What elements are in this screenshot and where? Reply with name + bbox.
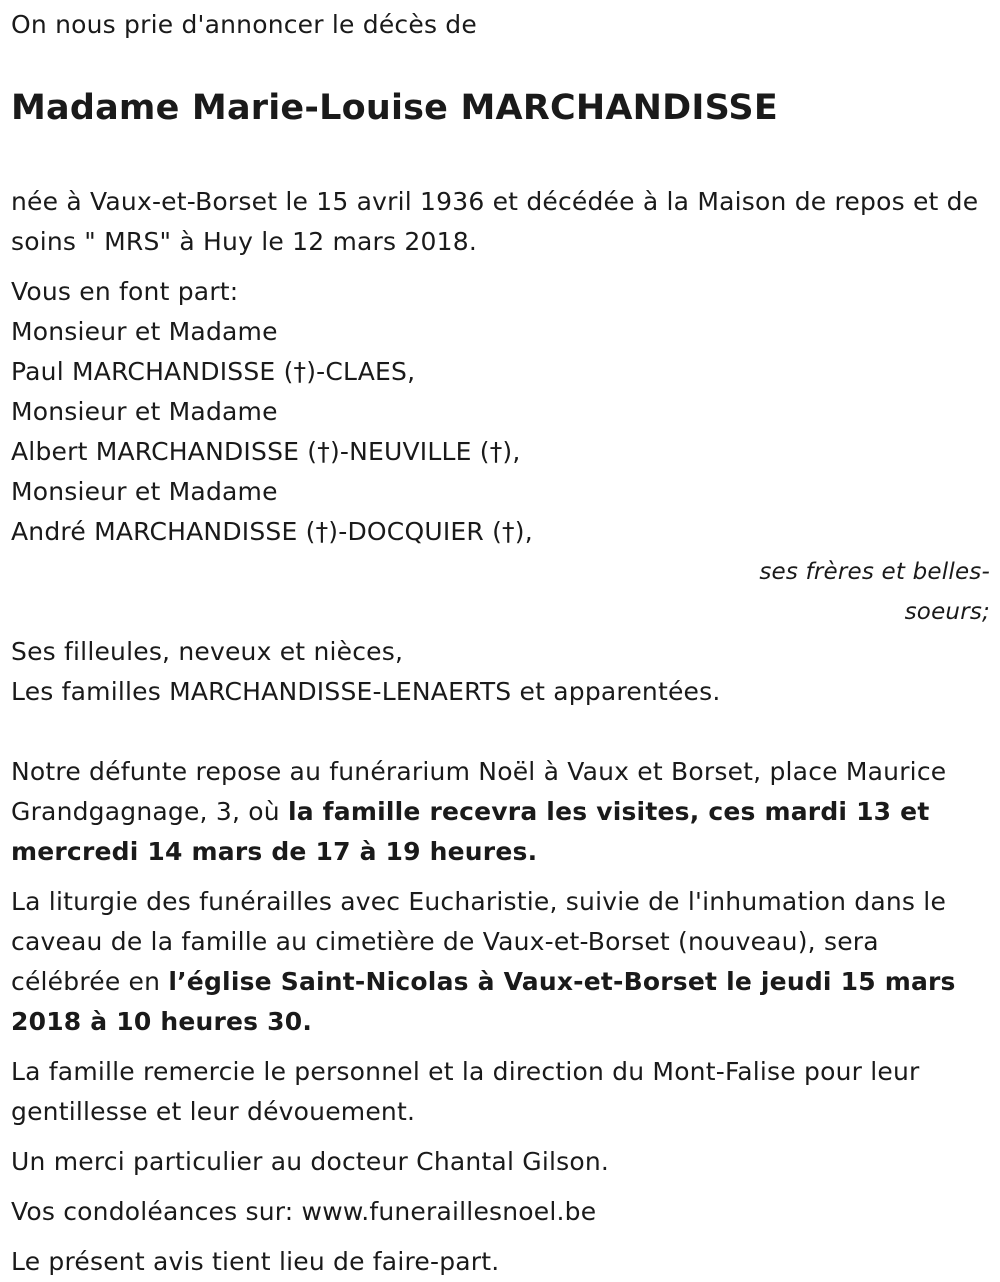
family-line: Albert MARCHANDISSE (†)-NEUVILLE (†),	[11, 437, 521, 466]
family-heading: Vous en font part:	[11, 277, 239, 306]
family-list	[11, 312, 990, 552]
special-thanks-text: Un merci particulier au docteur Chantal Gilson.	[11, 1147, 610, 1176]
relation-caption-line: soeurs;	[904, 599, 990, 625]
family-line: Monsieur et Madame	[11, 477, 278, 506]
visitation-times: la famille recevra les visites, ces mardi 13 et mercredi 14 mars de 17 à 19 heures.	[11, 797, 930, 866]
birth-death-text: née à Vaux-et-Borset le 15 avril 1936 et décédée à la Maison de repos et de soins " MRS" à Huy le 12 mars 2018.	[11, 187, 979, 256]
deceased-name: Madame Marie-Louise MARCHANDISSE	[11, 88, 778, 128]
relation-caption	[11, 552, 990, 632]
notice-text: Le présent avis tient lieu de faire-part.	[11, 1247, 500, 1276]
funeral-location-time: l’église Saint-Nicolas à Vaux-et-Borset le jeudi 15 mars 2018 à 10 heures 30.	[11, 967, 956, 1036]
intro-text: On nous prie d'annoncer le décès de	[11, 10, 477, 39]
visitation-text: Notre défunte repose au funérarium Noël à Vaux et Borset, place Maurice Grandgagnage, 3, où	[11, 757, 947, 826]
visitation-paragraph	[11, 752, 990, 872]
thanks-text: La famille remercie le personnel et la direction du Mont-Falise pour leur gentillesse et leur dévouement.	[11, 1057, 920, 1126]
condolences-text: Vos condoléances sur: www.funeraillesnoel.be	[11, 1197, 597, 1226]
family-line: Monsieur et Madame	[11, 397, 278, 426]
families-line: Les familles MARCHANDISSE-LENAERTS et apparentées.	[11, 677, 721, 706]
family-line: André MARCHANDISSE (†)-DOCQUIER (†),	[11, 517, 533, 546]
godchildren-line: Ses filleules, neveux et nièces,	[11, 637, 404, 666]
funeral-paragraph	[11, 882, 990, 1042]
funeral-text: La liturgie des funérailles avec Eucharistie, suivie de l'inhumation dans le caveau de la famille au cimetière de Vaux-et-Borset (nouveau), sera célébrée en	[11, 887, 947, 996]
family-line: Monsieur et Madame	[11, 317, 278, 346]
relation-caption-line: ses frères et belles-	[759, 559, 990, 585]
family-line: Paul MARCHANDISSE (†)-CLAES,	[11, 357, 416, 386]
